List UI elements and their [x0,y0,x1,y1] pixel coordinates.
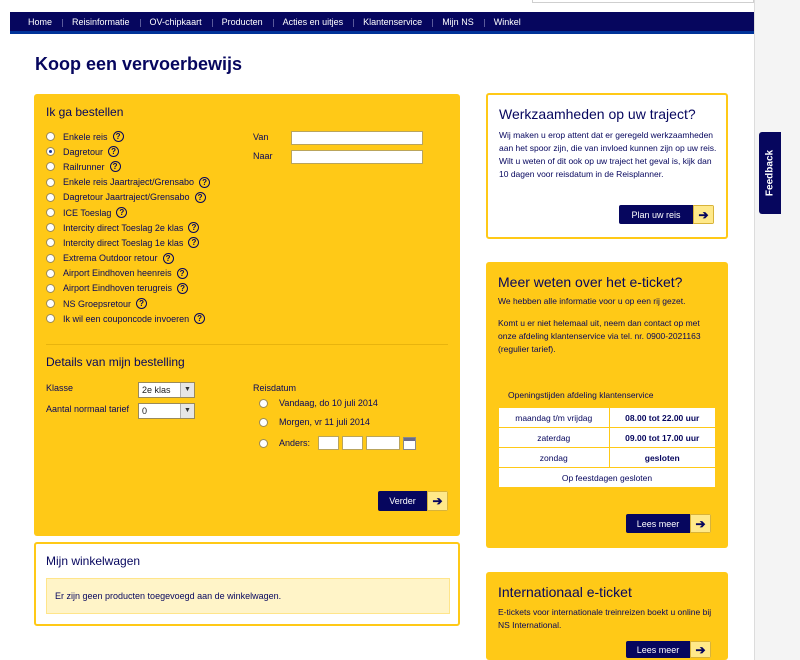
tarief-select[interactable] [138,403,195,419]
external-link-icon: ➔ [690,641,711,658]
nav-acties[interactable]: Acties en uitjes [273,17,354,27]
ticket-type-radio[interactable] [46,299,55,308]
cart-panel [34,542,460,626]
nav-producten[interactable]: Producten [212,17,273,27]
hours-day: zaterdag [499,428,610,448]
ticket-type-label: Extrema Outdoor retour [63,253,158,264]
order-heading: Ik ga bestellen [46,105,124,119]
chevron-down-icon: ▼ [180,383,194,397]
ticket-type-label: Intercity direct Toeslag 2e klas [63,222,184,233]
international-panel [486,572,728,660]
ticket-type-radio[interactable] [46,132,55,141]
van-label: Van [253,132,269,142]
table-row [499,448,716,468]
lees-meer-label: Lees meer [626,641,690,658]
lees-meer-button[interactable] [626,514,711,533]
help-icon[interactable]: ? [195,192,206,203]
works-panel [486,93,728,239]
nav-home[interactable]: Home [28,16,53,27]
table-row [499,468,716,488]
international-text: E-tickets voor internationale treinreizen boekt u online bij NS International. [498,607,712,630]
ticket-type-option[interactable] [46,205,210,220]
klasse-label: Klasse [46,383,74,393]
eticket-panel [486,262,728,548]
ticket-type-option[interactable] [46,266,210,281]
ticket-type-option[interactable] [46,251,210,266]
ticket-type-radio[interactable] [46,314,55,323]
help-icon[interactable]: ? [177,268,188,279]
radio-tomorrow[interactable] [259,418,268,427]
ticket-type-label: Airport Eindhoven heenreis [63,268,172,279]
date-option-label: Vandaag, do 10 juli 2014 [279,398,378,408]
plan-uw-reis-button[interactable] [619,205,714,224]
nav-mijn-ns[interactable]: Mijn NS [432,17,484,27]
date-option-other[interactable] [259,436,416,450]
verder-button[interactable] [378,491,448,511]
eticket-heading: Meer weten over het e-ticket? [498,274,683,290]
help-icon[interactable]: ? [110,161,121,172]
top-search-edge[interactable] [532,0,754,3]
ticket-type-option[interactable] [46,129,210,144]
lees-meer-international-button[interactable] [626,641,711,658]
nav-klantenservice[interactable]: Klantenservice [353,17,432,27]
table-row [499,408,716,428]
cart-heading: Mijn winkelwagen [46,554,141,568]
hours-title: Openingstijden afdeling klantenservice [508,390,654,400]
works-text [499,129,721,181]
ticket-type-label: Enkele reis [63,131,108,142]
works-heading: Werkzaamheden op uw traject? [499,106,696,122]
arrow-right-icon: ➔ [693,205,714,224]
help-icon[interactable]: ? [163,253,174,264]
ticket-type-option[interactable] [46,235,210,250]
arrow-right-icon: ➔ [690,514,711,533]
ticket-type-label: NS Groepsretour [63,298,132,309]
chevron-down-icon: ▼ [180,404,194,418]
nav-reisinformatie[interactable]: Reisinformatie [62,17,140,27]
verder-label: Verder [378,491,427,511]
reisdatum-label: Reisdatum [253,383,297,393]
help-icon[interactable]: ? [194,313,205,324]
international-heading: Internationaal e-ticket [498,584,632,600]
ticket-type-label: Dagretour Jaartraject/Grensabo [63,192,190,203]
ticket-type-label: Dagretour [63,146,104,157]
ticket-type-option[interactable] [46,159,210,174]
works-text-2: Wilt u weten of dit ook op uw traject het geval is, kijk dan 10 dagen voor reisdatum in de Reisplanner. [499,156,712,179]
ticket-type-option[interactable] [46,220,210,235]
help-icon[interactable]: ? [108,146,119,157]
ticket-type-option[interactable] [46,311,210,326]
right-gutter [754,0,800,660]
hours-day: maandag t/m vrijdag [499,408,610,428]
hours-time: 08.00 tot 22.00 uur [609,408,716,428]
feedback-label: Feedback [764,149,776,197]
cart-empty-message: Er zijn geen producten toegevoegd aan de winkelwagen. [46,578,450,614]
works-text-1: Wij maken u erop attent dat er geregeld werkzaamheden aan het spoor zijn, die van invloed kunnen zijn op uw reis. [499,130,717,153]
ticket-type-radio[interactable] [46,284,55,293]
hours-time: gesloten [609,448,716,468]
help-icon[interactable]: ? [136,298,147,309]
year-input[interactable] [366,436,400,450]
help-icon[interactable]: ? [177,283,188,294]
ticket-type-label: Ik wil een couponcode invoeren [63,313,190,324]
order-divider [46,344,448,345]
van-input[interactable] [291,131,423,145]
help-icon[interactable]: ? [188,222,199,233]
main-nav [10,12,754,34]
month-input[interactable] [342,436,363,450]
eticket-text-1: We hebben alle informatie voor u op een rij gezet. [498,296,686,306]
tarief-label: Aantal normaal tarief [46,404,130,414]
ticket-type-radio[interactable] [46,223,55,232]
ticket-type-option[interactable] [46,281,210,296]
ticket-type-radio[interactable] [46,147,55,156]
page-title: Koop een vervoerbewijs [35,54,243,74]
ticket-type-option[interactable] [46,144,210,159]
ticket-type-option[interactable] [46,190,210,205]
help-icon[interactable]: ? [113,131,124,142]
date-option-tomorrow[interactable] [259,417,370,427]
lees-meer-label: Lees meer [626,514,690,533]
hours-day: zondag [499,448,610,468]
help-icon[interactable]: ? [199,177,210,188]
date-option-label: Morgen, vr 11 juli 2014 [279,417,370,427]
eticket-text-2: Komt u er niet helemaal uit, neem dan contact op met onze afdeling klantenservice via tel. nr. 0900-2021163 (regulier tarief). [498,318,701,354]
ticket-type-label: Airport Eindhoven terugreis [63,283,173,294]
naar-label: Naar [253,151,273,161]
ticket-type-radio[interactable] [46,254,55,263]
date-option-today[interactable] [259,398,378,408]
klasse-select-value: 2e klas [142,385,171,395]
ticket-type-list [46,129,210,326]
ticket-type-label: ICE Toeslag [63,207,112,218]
ticket-type-label: Railrunner [63,161,105,172]
feedback-tab[interactable] [759,132,781,214]
ticket-type-option[interactable] [46,175,210,190]
help-icon[interactable]: ? [116,207,127,218]
ticket-type-radio[interactable] [46,193,55,202]
ticket-type-radio[interactable] [46,269,55,278]
day-input[interactable] [318,436,339,450]
klasse-select[interactable] [138,382,195,398]
nav-ov-chipkaart[interactable]: OV-chipkaart [140,17,212,27]
ticket-type-radio[interactable] [46,178,55,187]
ticket-type-label: Intercity direct Toeslag 1e klas [63,237,184,248]
date-option-label: Anders: [279,438,311,448]
details-heading: Details van mijn bestelling [46,355,185,369]
radio-other[interactable] [259,439,268,448]
help-icon[interactable]: ? [188,237,199,248]
nav-winkel[interactable]: Winkel [484,17,531,27]
ticket-type-radio[interactable] [46,208,55,217]
naar-input[interactable] [291,150,423,164]
table-row [499,428,716,448]
hours-table [498,407,716,488]
ticket-type-radio[interactable] [46,162,55,171]
arrow-right-icon: ➔ [427,491,448,511]
tarief-select-value: 0 [142,406,148,416]
ticket-type-radio[interactable] [46,238,55,247]
ticket-type-option[interactable] [46,296,210,311]
hours-time: 09.00 tot 17.00 uur [609,428,716,448]
calendar-icon[interactable] [403,437,416,450]
radio-today[interactable] [259,399,268,408]
order-panel [34,94,460,536]
holiday-note: Op feestdagen gesloten [499,468,716,488]
plan-uw-reis-label: Plan uw reis [619,205,693,224]
ticket-type-label: Enkele reis Jaartraject/Grensabo [63,177,195,188]
